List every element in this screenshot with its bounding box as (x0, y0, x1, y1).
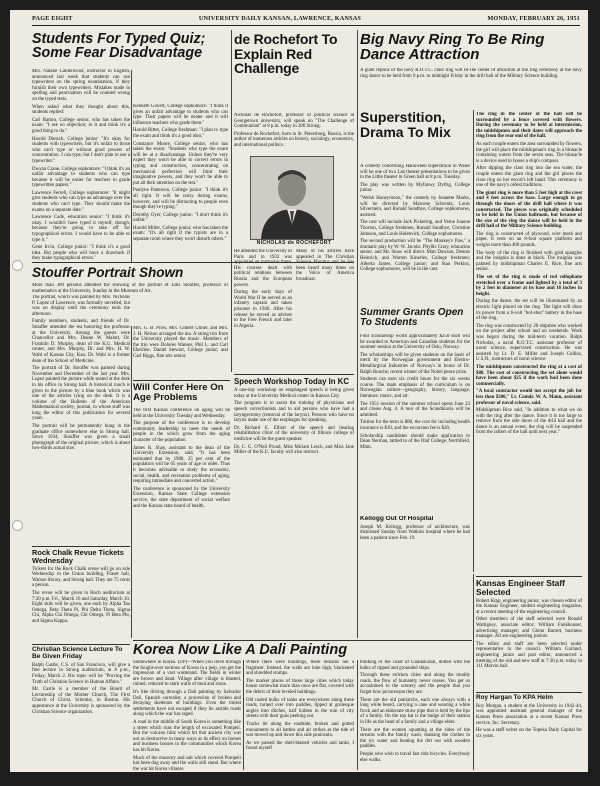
kellogg-paragraph: Joseph M. Kellogg, professor of architecture, was dismissed Sunday from Watkins hospital where he had been a patient since Feb. 19. (360, 524, 470, 541)
korea-paragraph: There are the old patriarchs, each one always with a long white beard, carrying a cane and wearing a white frock and an elaborate straw pipe that is held by the lips of a family. On the top hat is the badge of their station in life as the head of a family and a village elder. (360, 697, 470, 725)
engineer-story (476, 576, 582, 691)
engineer-paragraph: The editor and staff are been selected under representative to the council. William Garland, engineering junior and past editor, announced a meeting of the old and new staff at 7:30 p.m. today in 111 Marvin hall. (476, 641, 582, 670)
summer-paragraph: The 1951 session of the summer school opens June 23 and closes Aug. 4. A tour of the Scandinavia will be admitted. (360, 401, 470, 418)
column-rule (131, 326, 132, 638)
quiz-paragraph: Mrs. Natalie Calderwood, instructor in English, announced last week that students can use typewriters on the spring examination, if they furnish their own typewriters. Mistakes made in spelling and punctuation will be counted wrong on the typed tests. (32, 69, 130, 102)
korea-paragraph: Somewhere in Korea. (UP)—When you drive through the fought-over sections of Korea in a jeep, you get the impression of a vast wasteland. The fields in winter are brown and dead. Village after village is blasted, ruined, reduced to stark walls of mud and stone. (133, 660, 241, 688)
superstition-body (360, 164, 470, 310)
page-header (32, 15, 580, 25)
superstition-headline: Superstition, Drama To Mix (360, 110, 451, 140)
speech-paragraph: Dr. Richard E. Elliott of the speech and hearing rehabilitation clinic of the university of Illinois college of medicine will be the guest speaker. (234, 425, 354, 442)
hargan-paragraph: He was a staff writer on the Topeka Daily Capital for six years. (476, 728, 582, 739)
navy-paragraph: A giant replica of the navy R.O.T.C. class ring will be the center of attraction at the ring ceremony at the navy ring dance to be held from 9 p.m. to midnight Friday in the drill hall of the Military Science building. (360, 68, 582, 79)
korea-paragraph: Old rusted hulks of tanks are everywhere along these roads, turned over into paddies, tipped at grotesque angles into ditches, half hidden in the ruin of city streets with their guns peeking out. (246, 697, 354, 720)
newspaper-page (10, 10, 588, 772)
quiz-paragraph: Carl Barton, College senior, who has taken the exam: "I see no objection; to it and think it's a good thing to do." (32, 117, 130, 134)
confer-body (133, 408, 230, 638)
science-headline: Christian Science Lecture To Be Given Friday (32, 646, 123, 660)
korea-paragraph: Where there were buildings, there remains not a fragment. Instead, the walls are lone high, blackened and shredded stumps. (246, 660, 354, 677)
column-rule (357, 30, 358, 638)
kellogg-headline: Kellogg Out Of Hospital (360, 516, 434, 522)
quiz-paragraph: Dorothy Oyer, College junior: "I don't think it's unfair." (133, 212, 228, 224)
hargan-headline: Roy Hargan To KPA Helm (476, 694, 553, 701)
rochefort-intro (234, 113, 354, 155)
rochefort-portrait-photo (250, 156, 334, 240)
quiz-headline: Students For Typed Quiz; Some Fear Disadvantage (32, 32, 206, 62)
navy-paragraph: The giant ring is more than 5 feet high at the crest and 4 feet across the base. Large enough to go through the doors of the drill hall where it was constructed. The pieces was originally scheduled to be held in the Union ballroom, but because of the size of the ring the dance will be held in the drill hall of the Military Science building. (476, 190, 582, 230)
summer-body (360, 334, 470, 514)
science-paragraph: Mr. Castle is a member of the Board of Lectureship of the Mother Church, The First Church of Christ, Scientist, in Boston. His appearance at the University is sponsored by the Christian Science organization. (32, 687, 130, 715)
rockchalk-paragraph: Tickets for the Rock Chalk revue will go on sale Wednesday in the Union building, Fraser hall, Watson library, and Strong hall. They are 75 cents a person. (32, 566, 130, 589)
science-story (32, 644, 130, 771)
column-rule (131, 70, 132, 262)
confer-paragraph: The conference is sponsored by the University Extension, Kansas State College extension service, the state department of social welfare and the Kansas state board of health. (133, 486, 230, 509)
stouffer-column-2 (133, 326, 228, 378)
summer-paragraph: Tuition for the term is $80, the cost for including health insurance is $10, and the excursion fee is $20. (360, 420, 470, 431)
science-paragraph: Ralph Castle, C.S. of San Francisco, will give a free lecture in Strong auditorium, at 8 p.m., Friday, March 2. His topic will be "Proving the Truth of Christian Science in Human Affairs." (32, 662, 130, 685)
korea-paragraph: A road in the middle of South Korea is something like a street which runs the length of excavated Pompeii. But the volcano blitz which hit that ancient city was not as destructive in many ways as its effect on homes and business houses in the communities which Korea has hit Korea. (133, 719, 241, 753)
confer-paragraph: The first Kansas conference on aging will be held at the University Tuesday and Wednesday. (133, 408, 230, 419)
confer-paragraph: The purpose of the conference is to develop community leadership to meet the needs of people in the which grow from the aging character of the population. (133, 421, 230, 443)
superstition-paragraph: The cast will include Jack Pickering, and Verne Joanne Thorton, College freshmen, Ronald Sundbye, Christine Johnson, and Louis Hulenvick, College sophomores. (360, 220, 470, 237)
stouffer-column-1 (32, 295, 130, 545)
stouffer-headline: Stouffer Portrait Shown (32, 265, 184, 280)
korea-paragraph: Trucks lie along the roadside, broken and gutted monuments to all battles and air strikes as the tide of war moved up and down this side peninsula. (246, 721, 354, 739)
hargan-story (476, 692, 582, 771)
confer-paragraph: James R. Shay, assistant to the dean of the University Extension, said, "It has been estimated that by 1980, 25 per cent of the population will be 65 years of age or older. Thus it becomes advisable to study the economic, social, health, and recreation problems of aging, requiring immediate and concerted action." (133, 445, 230, 485)
navy-paragraph: The set of the ring is made of red cellophane stretched over a frame and lighted by a total of 3 by 2 feet in diameter at its base and 16 inches in height. (476, 275, 582, 297)
korea-paragraph: As we passed the shell-blasted vehicles and tanks, I found myself (246, 740, 354, 752)
navy-paragraph: The body of the ring is finished with gold spangles and the insignia is done in black. The insignia was painted by midshipman Charles E. Rice, fine arts senior. (476, 250, 582, 273)
speech-story (234, 374, 354, 639)
quiz-paragraph: Gene Irvin, College junior: "I think it's a good idea. But people who will have a drawback if they make typographical errors." (32, 245, 130, 262)
speech-paragraph: The program is to assist the training of physicians and speech correctionists and to aid persons who have had a laryngectomy (removal of the larynx). Persons who have no larynx make use of the esophagus for speaking. (234, 401, 354, 424)
summer-paragraph: Four scholarship worth approximately $250 each will be awarded to American and Canadian students for the summer session at the University of Oslo, Norway. (360, 334, 470, 351)
navy-paragraph: "A local contractor would not accept the job for less than $300," Lt. Comdr. W. A. Mann, assistant professor of naval science, said. (476, 389, 582, 406)
korea-headline-box (133, 640, 472, 661)
quiz-column-2 (133, 104, 228, 262)
quiz-paragraph: Constance Moore, College senior, who has taken the exam: "Students who type the exam will be at a disadvantage. Unless they're very expert they won't be able to correct errors in typing and construction, concentrating on mechanical perfection will limit their imaginative powers, and they won't be able to put all their attention on the test." (133, 141, 228, 186)
quiz-paragraph: Lawrence Cade, education senior: "I think it's okay. I wouldn't have typed it myself, though, because they're going to take off for typographical errors. I would have to be able to type it." (32, 215, 130, 243)
navy-column-2 (476, 112, 582, 576)
quiz-column-1 (32, 69, 130, 262)
quiz-paragraph: Paulyne Patterson, College junior: "I think it's all right. It will be noisy during exams, however, and will be distracting to people even though they're typing." (133, 188, 228, 211)
korea-paragraph: thinking of the coast of Guadalcanal, dotted with the hulks of ripped and grounded ships. (360, 660, 470, 671)
quiz-paragraph: Kenneth Govert, College sophomore: "I think it gives an unfair advantage to students who can type. Their papers will be neater and it will influence teachers who grade them." (133, 104, 228, 126)
stouffer-paragraph: The portrait, which was painted by Mrs. Nicholas P. Lopez of Lawrence, was formally unveiled, but was on display until the ceremony ends the afternoon. (32, 295, 130, 317)
confer-headline: Will Confer Here On Age Problems (133, 382, 224, 404)
stouffer-paragraph: The portrait will be permanently hung in the graduate office somewhere else in Strong hall. Since 1934, Stouffer was given a small photograph of the original picture, which is about two-thirds actual size. (32, 424, 130, 452)
stouffer-headline-box (32, 262, 354, 283)
page-number: PAGE EIGHT (32, 15, 73, 22)
stouffer-paragraph: The portrait of Dr. Stouffer was painted during November and December of the last year. Mrs. Lopez painted the picture while seated at the desk in his office in Strong hall. A historical touch is given to the picture by a blue book which was one of the articles lying on the desk. It is a volume of the Bulletin of the American Mathematical society, journal, to whose staff was long the editor of this publication for several years. (32, 366, 130, 422)
engineer-paragraph: Other members of the staff selected were Ronald Wattigney, associate editor; William Funkhouser, advertising manager; and Glenn Barrett, business manager. All are engineering juniors. (476, 617, 582, 640)
korea-paragraph: Through these stricken cities and along the muddy roads, the flow of humanity never ceases. You get so accustomed to the scenery and the people that you forget how picturesque they are. (360, 673, 470, 695)
quiz-paragraph: Harold Dietsch, College junior: "It's okay for students with typewriters, but it's unfair to those who can't type or without good powers of concentration. I can type, but I don't plan to use a typewriter." (32, 136, 130, 164)
rockchalk-paragraph: The revue will be given in Hoch auditorium at 7:30 p.m. Fri., March 16 and Saturday, March 10. Eight skits will be given, one each by Alpha Tau Omega, Beta Theta Pi, Phi Delta Theta, Sigma Chi, Alpha Chi Omega, Chi Omega, Pi Beta Phi, and Sigma Kappa. (32, 590, 130, 624)
stouffer-paragraph: Mrs. G. B. Prow, Mrs. Gilbert Ulmer, and Mrs. J. H. Nelson arranged the tea. A string trio from the University played the music. Members of the trio were Dolores Wanser, Phil L. and Carl Eberline. Daniel Stewart, College junior; and Carl Biggs, fine arts senior. (133, 326, 228, 359)
rockchalk-headline: Rock Chalk Revue Tickets Wednesday (32, 548, 124, 565)
confer-headline-box (133, 380, 230, 411)
rockchalk-story (32, 546, 130, 643)
hargan-paragraph: Roy Morgan, a student at the University in 1942-44, was appointed assistant general manager of the Kansas Press association at a recent Kansas Press service, Inc. Secretary. (476, 703, 582, 726)
punch-hole-icon (12, 520, 23, 531)
navy-paragraph: The ring is constructed of plywood, wire mesh and paper. It rests on an 8-foot square platform and weighs more than 400 pounds. (476, 231, 582, 249)
rochefort-headline: de Rochefort To Explain Red Challenge (234, 32, 338, 77)
rochefort-caption-box (234, 240, 354, 248)
navy-paragraph: The midshipmen constructed the ring at a cost of $80. The cost of constructing the set alone would have been about $25 if the work had been done commercially. (476, 364, 582, 387)
masthead: UNIVERSITY DAILY KANSAN, LAWRENCE, KANSAS (198, 15, 362, 22)
punch-hole-icon (12, 260, 23, 271)
summer-paragraph: Students can earn six credit hours for the six weeks course. The main emphasis of the curriculum is on Norwegian culture—geography, history, language, literature, music, and art. (360, 377, 470, 399)
superstition-paragraph: The play was written by Myfanwy Dyfrig, College junior. (360, 182, 470, 194)
rochefort-headline-box (234, 32, 354, 122)
portrait-icon (251, 157, 333, 239)
korea-paragraph: Much of the masonry and salt which covered Pompeii has been dug away and the walls still stand. But where the war hit Korea villages (133, 755, 241, 770)
quiz-paragraph: Lawrence Ferrell, College sophomore: "It might give students who can type an advantage over the students who can't type. They should make the exams on a separate date." (32, 190, 130, 213)
stouffer-paragraph: More than 300 persons attended the showing of the portrait of Ellis Stouffer, professor of mathematics at the University, Sunday in the Museum of Art. (32, 283, 228, 294)
korea-paragraph: It's like driving through a Dali painting by Salvador Dali, Spanish surrealist, a procession of broken and decaying skeletons of buildings. Even the tiniest settlements have not escaped if they lie astride roads along which the war has raged. (133, 689, 241, 718)
summer-headline: Summer Grants Open To Students (360, 308, 464, 328)
quiz-paragraph: Dwyna Crane, College sophomore: "I think it's an unfair advantage to students who can type because it will be easier for teachers to grade typewritten papers." (32, 166, 130, 189)
navy-paragraph: The ring was constructed by 20 shipmen who worked on the project after school and on weekends. Work was begun during the mid-term vacation. Ralph Nicholas, a naval R.O.T.C. assistant professor of naval science, supervised construction. He was assisted by Lt. D. E. Miller and Joseph Collins, U.S.N., instructors of naval science. (476, 323, 582, 363)
column-rule (357, 660, 358, 770)
rochefort-caption: NICHOLAS de ROCHEFORT (256, 240, 332, 246)
korea-paragraph: People who wish to travel fast ride bicycles. Everybody else walks. (360, 751, 470, 763)
navy-lead (360, 68, 582, 114)
superstition-paragraph: "Welsh Honeymoon," the comedy by Jeanette Marks, will be directed by Marcene Schrontz, Louis Silverstein, and Ronald Sundbye, College sophomores, assisted. (360, 195, 470, 218)
stouffer-paragraph: Family members, students, and friends of Dr. Stouffer attended the tea honoring the professor at the University. Among the guests were Chancellor and Mrs. Deane W. Malott, Dr. Franklin D. Murphy, dean of the K.U. Medical center, and Mrs. Murphy, Dr. and Mrs. H. W. Wahl of Kansas City, Kan. Dr. Wahl is a former dean of the School of Medicine. (32, 319, 130, 364)
navy-paragraph: Midshipman Rice said, "In addition to what we do with the ring after the dance. Since it is too large to remove from the side doors of the drill hall and the dance is an annual event, the ring will be suspended from the rafters of the hall until next year." (476, 408, 582, 436)
column-rule (473, 110, 474, 572)
rochefort-paragraph: Nicholas de Rochefort, professor of political science at Georgetown university, will speak on "The Challenge of Communism" at 8 p.m. today in 206 Strong. (234, 113, 354, 130)
rochefort-paragraph: During the early days of World War II he served as an infantry captain and taken prisoner in 1940. After his release he served as adviser to the Free French and later in Algeria. (234, 290, 292, 329)
navy-paragraph: After dipping the class ring into the sea water, the couple enters the giant ring and the girl places the class ring on her escort's left hand. This ceremony is one of the navy's oldest traditions. (476, 166, 582, 189)
quiz-paragraph: Harold Ritter, College freshman: "I plan to type the exam and think it's a good idea." (133, 128, 228, 139)
korea-paragraph: The market places of those large cities which today house somewhat more than once are flat, covered with the debris of their leveled buildings. (246, 678, 354, 695)
korea-headline: Korea Now Like A Dali Painting (133, 642, 348, 658)
column-rule (243, 660, 244, 770)
rochefort-paragraph: He attended the University of Paris and in 1932 was appointed an instructor there. His courses dealt with political relations between Russia and the European powers. (234, 249, 292, 288)
column-rule (231, 30, 232, 372)
navy-paragraph: As each couple enters the area surrounded by flowers, the girl will place the midshipman's ring in a binnacle containing waters from the seven seas. The binnacle is a device used to house a ship's compass. (476, 141, 582, 164)
summer-paragraph: The scholarships will be given students on the basis of merit by the Norwegian government and Electro-Metallurgical Industries of Norway's in honor of Dr. Ralph Bunche, recent winner of the Nobel peace prize. (360, 352, 470, 375)
quiz-paragraph: When asked what they thought about this, students replied: (32, 104, 130, 116)
engineer-paragraph: Robert Kipp, engineering junior, was chosen editor of the Kansas Engineer, student engineering magazine, at a recent meeting of the engineering council. (476, 598, 582, 615)
issue-date: MONDAY, FEBRUARY 26, 1951 (487, 15, 580, 22)
stouffer-lead (32, 283, 228, 295)
speech-headline: Speech Workshop Today In KC (234, 377, 349, 386)
speech-paragraph: Dr. C. G. O'Neil Proud, Miss Miriam Lesch, and Miss Jane Miller of the K.U. faculty will also instruct. (234, 444, 354, 456)
navy-paragraph: During the dance, the set will be illuminated by an electric light placed on the ring. The light will draw its power from a 6-volt "hot-shot" battery in the base of the ring. (476, 299, 582, 322)
quiz-paragraph: Harold Miller, College junior, who has taken the exam: "It's all right if the typists are in a separate room where they won't disturb others." (133, 225, 228, 243)
korea-column-3 (360, 660, 470, 770)
navy-paragraph: The ring in the center of the hall will be surrounded by a fence covered with flowers. During the ceremony to be held at intermission, the midshipmen and their dates will approach the ring from the rear end of the hall. (476, 112, 582, 140)
summer-paragraph: Scholarship candidates should make application to Dean Nerman, tattled to of the Olaf College, Northfield, Minn. (360, 433, 470, 450)
speech-paragraph: A one-day workshop on esophageal speech is being given today at the University Medical center in Kansas City. (234, 388, 354, 399)
korea-column-1 (133, 660, 241, 770)
header-rule (32, 25, 580, 26)
korea-paragraph: There are the women squatting at the sides of the streams with the family wash, dunking the clothes in the icy water and beating the dirt out with wooden paddles. (360, 727, 470, 750)
kellogg-story (360, 516, 470, 576)
korea-column-2 (246, 660, 354, 770)
column-rule (473, 574, 474, 770)
navy-headline: Big Navy Ring To Be Ring Dance Attraction (360, 32, 545, 63)
rochefort-paragraph: Professor de Rochefort, born in St. Petersburg, Russia, is the author of numerous articles on history, sociology, economics, and international politics. (234, 131, 354, 148)
rochefort-paragraph: Many of his articles have appeared in The Christian Science Monitor and he has been heard many times on the Voice of America broadcast. (296, 249, 354, 282)
superstition-headline-box (360, 110, 470, 165)
superstition-paragraph: A comedy concerning Halloween superstition in Wales will be one of two Lab theater presentations to be given in the Little theater in Green hall at 8 p.m. Tuesday. (360, 164, 470, 181)
superstition-paragraph: The second production will be "The Monkey's Paw," a dramatic play by W. W. Jacobs. Phyllis Crary, education senior, and Mr. Shaw will direct. Matt Dawson, Dennis Heinrich, and Warren Kinerles, College freshmen; Alberta James, College junior; and Stan Perkins, College sophomores, will be in the cast. (360, 239, 470, 273)
engineer-headline: Kansas Engineer Staff Selected (476, 578, 565, 597)
